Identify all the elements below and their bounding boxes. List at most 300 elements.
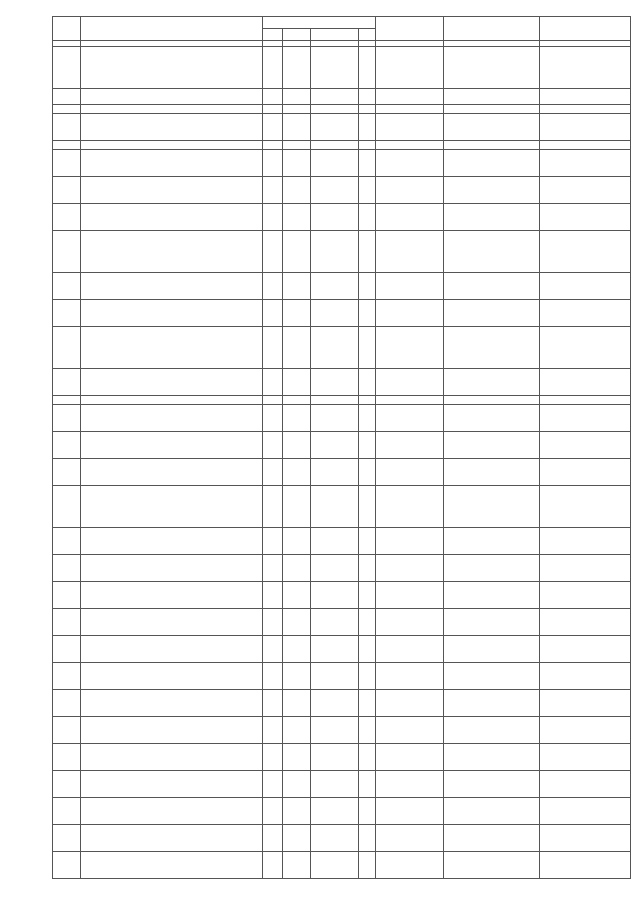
table-row <box>53 798 631 825</box>
row-ktsr <box>311 204 359 231</box>
row-name <box>81 663 263 690</box>
row-grbs <box>263 690 283 717</box>
row-number <box>53 141 81 150</box>
row-section <box>283 690 311 717</box>
row-recipient <box>444 852 540 879</box>
row-recipient <box>444 177 540 204</box>
row-name <box>81 555 263 582</box>
row-grbs <box>263 89 283 105</box>
row-administrator <box>376 555 444 582</box>
row-grbs <box>263 663 283 690</box>
row-number <box>53 582 81 609</box>
row-name <box>81 231 263 273</box>
row-amount <box>540 825 631 852</box>
row-ktsr <box>311 47 359 89</box>
row-vr <box>359 636 376 663</box>
row-ktsr <box>311 405 359 432</box>
row-grbs <box>263 47 283 89</box>
row-section <box>283 204 311 231</box>
row-vr <box>359 744 376 771</box>
row-section <box>283 89 311 105</box>
table-row <box>53 744 631 771</box>
table-body <box>53 47 631 879</box>
row-number <box>53 273 81 300</box>
row-number <box>53 555 81 582</box>
row-recipient <box>444 327 540 369</box>
row-section <box>283 300 311 327</box>
row-section <box>283 459 311 486</box>
row-name <box>81 47 263 89</box>
row-ktsr <box>311 327 359 369</box>
row-recipient <box>444 636 540 663</box>
row-vr <box>359 150 376 177</box>
row-recipient <box>444 231 540 273</box>
row-name <box>81 636 263 663</box>
header-amount <box>540 17 631 41</box>
row-administrator <box>376 177 444 204</box>
table-row <box>53 609 631 636</box>
row-ktsr <box>311 396 359 405</box>
table-row <box>53 396 631 405</box>
row-name <box>81 114 263 141</box>
row-ktsr <box>311 798 359 825</box>
row-recipient <box>444 204 540 231</box>
row-name <box>81 369 263 396</box>
table-row <box>53 369 631 396</box>
row-name <box>81 798 263 825</box>
row-ktsr <box>311 432 359 459</box>
header-recipient <box>444 17 540 41</box>
row-grbs <box>263 717 283 744</box>
row-vr <box>359 141 376 150</box>
row-name <box>81 177 263 204</box>
table-row <box>53 432 631 459</box>
row-name <box>81 432 263 459</box>
row-ktsr <box>311 717 359 744</box>
row-administrator <box>376 609 444 636</box>
row-amount <box>540 852 631 879</box>
row-vr <box>359 528 376 555</box>
table-row <box>53 636 631 663</box>
table-row <box>53 663 631 690</box>
row-grbs <box>263 582 283 609</box>
row-vr <box>359 459 376 486</box>
table-row <box>53 405 631 432</box>
row-recipient <box>444 555 540 582</box>
table-row <box>53 47 631 89</box>
row-number <box>53 771 81 798</box>
row-amount <box>540 405 631 432</box>
row-recipient <box>444 528 540 555</box>
row-section <box>283 744 311 771</box>
row-administrator <box>376 273 444 300</box>
header-ktsr <box>311 29 359 41</box>
row-vr <box>359 47 376 89</box>
row-name <box>81 459 263 486</box>
row-name <box>81 717 263 744</box>
row-grbs <box>263 744 283 771</box>
row-amount <box>540 273 631 300</box>
row-amount <box>540 555 631 582</box>
row-name <box>81 771 263 798</box>
row-grbs <box>263 327 283 369</box>
row-ktsr <box>311 150 359 177</box>
row-grbs <box>263 141 283 150</box>
row-ktsr <box>311 663 359 690</box>
header-vr <box>359 29 376 41</box>
row-recipient <box>444 89 540 105</box>
table-row <box>53 690 631 717</box>
row-section <box>283 852 311 879</box>
row-number <box>53 528 81 555</box>
row-name <box>81 105 263 114</box>
header-section <box>283 29 311 41</box>
row-ktsr <box>311 609 359 636</box>
row-administrator <box>376 47 444 89</box>
row-vr <box>359 486 376 528</box>
row-number <box>53 432 81 459</box>
row-section <box>283 663 311 690</box>
row-number <box>53 852 81 879</box>
row-administrator <box>376 405 444 432</box>
row-ktsr <box>311 690 359 717</box>
row-vr <box>359 717 376 744</box>
row-recipient <box>444 105 540 114</box>
row-number <box>53 369 81 396</box>
row-grbs <box>263 273 283 300</box>
row-vr <box>359 369 376 396</box>
row-administrator <box>376 582 444 609</box>
row-vr <box>359 663 376 690</box>
row-grbs <box>263 300 283 327</box>
row-vr <box>359 327 376 369</box>
row-grbs <box>263 459 283 486</box>
row-recipient <box>444 486 540 528</box>
table-row <box>53 89 631 105</box>
header-administrator <box>376 17 444 41</box>
row-recipient <box>444 396 540 405</box>
row-name <box>81 273 263 300</box>
row-amount <box>540 396 631 405</box>
row-number <box>53 486 81 528</box>
row-ktsr <box>311 486 359 528</box>
row-ktsr <box>311 744 359 771</box>
row-amount <box>540 150 631 177</box>
row-amount <box>540 231 631 273</box>
row-number <box>53 177 81 204</box>
row-section <box>283 114 311 141</box>
row-administrator <box>376 852 444 879</box>
row-ktsr <box>311 141 359 150</box>
table-row <box>53 141 631 150</box>
row-amount <box>540 486 631 528</box>
table-row <box>53 273 631 300</box>
row-vr <box>359 89 376 105</box>
row-administrator <box>376 459 444 486</box>
row-section <box>283 273 311 300</box>
row-amount <box>540 369 631 396</box>
row-name <box>81 744 263 771</box>
row-name <box>81 825 263 852</box>
row-amount <box>540 432 631 459</box>
row-number <box>53 150 81 177</box>
row-administrator <box>376 150 444 177</box>
row-recipient <box>444 771 540 798</box>
table-row <box>53 204 631 231</box>
row-number <box>53 459 81 486</box>
table-row <box>53 771 631 798</box>
row-administrator <box>376 717 444 744</box>
row-section <box>283 327 311 369</box>
row-number <box>53 825 81 852</box>
row-amount <box>540 141 631 150</box>
header-grbs <box>263 29 283 41</box>
table-row <box>53 177 631 204</box>
row-recipient <box>444 609 540 636</box>
header-codes <box>263 17 376 29</box>
row-vr <box>359 114 376 141</box>
row-vr <box>359 798 376 825</box>
row-recipient <box>444 825 540 852</box>
row-section <box>283 825 311 852</box>
row-vr <box>359 555 376 582</box>
row-grbs <box>263 114 283 141</box>
row-ktsr <box>311 582 359 609</box>
row-recipient <box>444 141 540 150</box>
row-section <box>283 636 311 663</box>
row-vr <box>359 771 376 798</box>
row-number <box>53 744 81 771</box>
table-row <box>53 717 631 744</box>
table-row <box>53 114 631 141</box>
row-administrator <box>376 432 444 459</box>
row-administrator <box>376 486 444 528</box>
row-section <box>283 141 311 150</box>
row-amount <box>540 609 631 636</box>
row-administrator <box>376 396 444 405</box>
row-name <box>81 204 263 231</box>
row-name <box>81 486 263 528</box>
row-ktsr <box>311 852 359 879</box>
table-row <box>53 825 631 852</box>
row-amount <box>540 300 631 327</box>
row-administrator <box>376 204 444 231</box>
row-name <box>81 89 263 105</box>
row-ktsr <box>311 825 359 852</box>
row-amount <box>540 327 631 369</box>
row-vr <box>359 432 376 459</box>
row-recipient <box>444 717 540 744</box>
table-row <box>53 528 631 555</box>
row-number <box>53 114 81 141</box>
row-grbs <box>263 771 283 798</box>
row-administrator <box>376 825 444 852</box>
row-name <box>81 609 263 636</box>
row-number <box>53 231 81 273</box>
row-number <box>53 105 81 114</box>
row-amount <box>540 771 631 798</box>
row-number <box>53 396 81 405</box>
row-number <box>53 690 81 717</box>
row-ktsr <box>311 459 359 486</box>
row-amount <box>540 47 631 89</box>
row-grbs <box>263 369 283 396</box>
table-row <box>53 555 631 582</box>
row-name <box>81 405 263 432</box>
row-section <box>283 177 311 204</box>
row-vr <box>359 825 376 852</box>
table-row <box>53 327 631 369</box>
table-row <box>53 300 631 327</box>
row-amount <box>540 177 631 204</box>
row-number <box>53 89 81 105</box>
row-amount <box>540 105 631 114</box>
row-amount <box>540 636 631 663</box>
row-grbs <box>263 798 283 825</box>
row-section <box>283 717 311 744</box>
row-name <box>81 528 263 555</box>
row-grbs <box>263 204 283 231</box>
row-recipient <box>444 663 540 690</box>
row-grbs <box>263 555 283 582</box>
row-administrator <box>376 300 444 327</box>
table-row <box>53 852 631 879</box>
row-grbs <box>263 432 283 459</box>
row-amount <box>540 690 631 717</box>
row-ktsr <box>311 114 359 141</box>
row-grbs <box>263 150 283 177</box>
row-amount <box>540 717 631 744</box>
row-name <box>81 396 263 405</box>
row-administrator <box>376 105 444 114</box>
row-vr <box>359 852 376 879</box>
row-grbs <box>263 405 283 432</box>
row-vr <box>359 177 376 204</box>
row-amount <box>540 528 631 555</box>
row-grbs <box>263 609 283 636</box>
row-grbs <box>263 852 283 879</box>
row-administrator <box>376 141 444 150</box>
row-ktsr <box>311 300 359 327</box>
row-ktsr <box>311 771 359 798</box>
row-vr <box>359 204 376 231</box>
row-grbs <box>263 231 283 273</box>
row-number <box>53 300 81 327</box>
row-section <box>283 369 311 396</box>
table-row <box>53 459 631 486</box>
row-administrator <box>376 771 444 798</box>
table-row <box>53 231 631 273</box>
row-recipient <box>444 798 540 825</box>
row-grbs <box>263 396 283 405</box>
row-section <box>283 47 311 89</box>
row-ktsr <box>311 528 359 555</box>
row-name <box>81 582 263 609</box>
row-administrator <box>376 89 444 105</box>
row-section <box>283 771 311 798</box>
row-section <box>283 231 311 273</box>
row-grbs <box>263 486 283 528</box>
row-administrator <box>376 798 444 825</box>
row-section <box>283 555 311 582</box>
table-row <box>53 582 631 609</box>
row-amount <box>540 89 631 105</box>
row-section <box>283 105 311 114</box>
row-name <box>81 690 263 717</box>
row-amount <box>540 114 631 141</box>
header-name <box>81 17 263 41</box>
row-vr <box>359 300 376 327</box>
row-administrator <box>376 528 444 555</box>
row-recipient <box>444 150 540 177</box>
row-recipient <box>444 459 540 486</box>
row-administrator <box>376 744 444 771</box>
row-administrator <box>376 636 444 663</box>
row-recipient <box>444 300 540 327</box>
row-number <box>53 47 81 89</box>
row-administrator <box>376 231 444 273</box>
table-row <box>53 150 631 177</box>
budget-table <box>52 16 631 879</box>
row-administrator <box>376 690 444 717</box>
row-administrator <box>376 327 444 369</box>
row-ktsr <box>311 231 359 273</box>
row-vr <box>359 609 376 636</box>
row-ktsr <box>311 177 359 204</box>
row-grbs <box>263 105 283 114</box>
row-number <box>53 798 81 825</box>
row-section <box>283 609 311 636</box>
row-name <box>81 141 263 150</box>
row-section <box>283 150 311 177</box>
row-ktsr <box>311 369 359 396</box>
row-administrator <box>376 663 444 690</box>
row-section <box>283 486 311 528</box>
row-grbs <box>263 528 283 555</box>
row-recipient <box>444 273 540 300</box>
row-grbs <box>263 825 283 852</box>
row-recipient <box>444 690 540 717</box>
row-grbs <box>263 177 283 204</box>
row-recipient <box>444 744 540 771</box>
row-recipient <box>444 369 540 396</box>
row-ktsr <box>311 555 359 582</box>
row-recipient <box>444 582 540 609</box>
row-vr <box>359 231 376 273</box>
row-ktsr <box>311 105 359 114</box>
row-amount <box>540 204 631 231</box>
row-administrator <box>376 369 444 396</box>
row-ktsr <box>311 636 359 663</box>
row-amount <box>540 663 631 690</box>
row-amount <box>540 744 631 771</box>
row-section <box>283 405 311 432</box>
row-grbs <box>263 636 283 663</box>
row-number <box>53 636 81 663</box>
row-name <box>81 300 263 327</box>
row-name <box>81 327 263 369</box>
row-administrator <box>376 114 444 141</box>
row-number <box>53 405 81 432</box>
row-vr <box>359 396 376 405</box>
row-section <box>283 798 311 825</box>
row-recipient <box>444 114 540 141</box>
row-recipient <box>444 405 540 432</box>
row-amount <box>540 798 631 825</box>
row-vr <box>359 405 376 432</box>
row-vr <box>359 690 376 717</box>
row-section <box>283 396 311 405</box>
